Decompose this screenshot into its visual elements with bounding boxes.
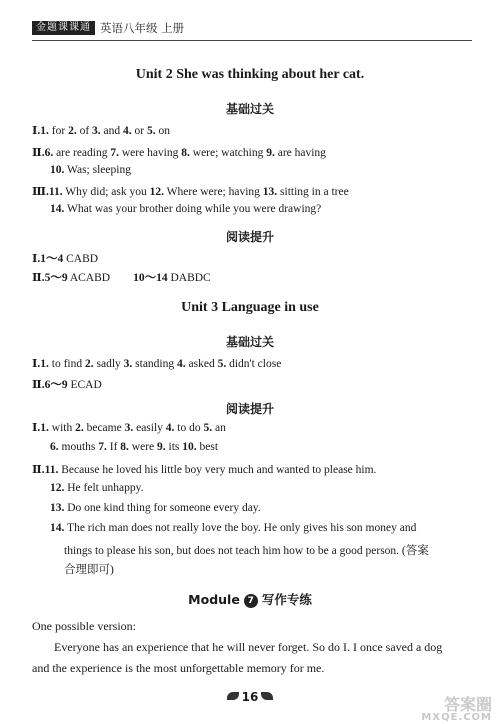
running-header [32, 15, 472, 39]
unit2-basic-line5: 14. What was your brother doing while you were drawing? [50, 203, 322, 215]
unit2-reading-line1: Ⅰ.1～4 CABD [32, 253, 99, 265]
unit2-basic-line1: Ⅰ.1. for 2. of 3. and 4. or 5. on [32, 125, 170, 137]
unit3-reading-line4: 12. He felt unhappy. [50, 482, 144, 494]
module-heading [0, 590, 500, 608]
page-number: 16 [241, 690, 259, 704]
series-logo: 金题课课通 [32, 21, 95, 35]
header-rule [32, 40, 472, 41]
module-prefix: Module [188, 592, 240, 607]
unit3-reading-line2: 6. mouths 7. If 8. were 9. its 10. best [50, 441, 219, 453]
leaf-left-icon [227, 692, 239, 700]
unit3-basic-line1: Ⅰ.1. to find 2. sadly 3. standing 4. asked 5. didn't close [32, 358, 282, 370]
book-subtitle: 英语八年级 上册 [100, 21, 185, 35]
unit2-basic-line3: 10. Was; sleeping [50, 164, 131, 176]
module-title: 写作专练 [261, 592, 312, 607]
unit3-basic-heading: 基础过关 [225, 335, 274, 349]
leaf-right-icon [261, 692, 273, 700]
writing-paragraph-line2: and the experience is the most unforgettable memory for me. [32, 661, 325, 675]
unit3-reading-line8: 合理即可) [64, 564, 114, 576]
unit3-title: Unit 3 Language in use [181, 300, 319, 315]
unit3-reading-line7: things to please his son, but does not teach him how to be a good person. (答案 [64, 545, 429, 557]
unit2-title: Unit 2 She was thinking about her cat. [135, 67, 365, 82]
writing-intro: One possible version: [32, 619, 136, 633]
unit3-reading-line3: Ⅱ.11. Because he loved his little boy very much and wanted to please him. [32, 464, 377, 476]
unit3-reading-heading: 阅读提升 [225, 402, 274, 416]
site-watermark: 答案圈 MXQE.COM [421, 695, 492, 723]
unit3-reading-line1: Ⅰ.1. with 2. became 3. easily 4. to do 5. an [32, 422, 226, 434]
unit2-basic-line4: Ⅲ.11. Why did; ask you 12. Where were; having 13. sitting in a tree [32, 186, 349, 198]
unit2-basic-line2: Ⅱ.6. are reading 7. were having 8. were; watching 9. are having [32, 147, 326, 159]
writing-paragraph-line1: Everyone has an experience that he will never forget. So do I. I once saved a dog [54, 640, 443, 654]
module-number: 7 [244, 594, 258, 608]
unit2-reading-heading: 阅读提升 [225, 230, 274, 244]
unit2-basic-heading: 基础过关 [225, 102, 274, 116]
unit3-reading-line5: 13. Do one kind thing for someone every day. [50, 502, 261, 514]
unit3-reading-line6: 14. The rich man does not really love the boy. He only gives his son money and [50, 522, 417, 534]
unit3-basic-line2: Ⅱ.6～9 ECAD [32, 379, 102, 391]
unit2-reading-line2: Ⅱ.5～9 ACABD 10～14 DABDC [32, 272, 211, 284]
